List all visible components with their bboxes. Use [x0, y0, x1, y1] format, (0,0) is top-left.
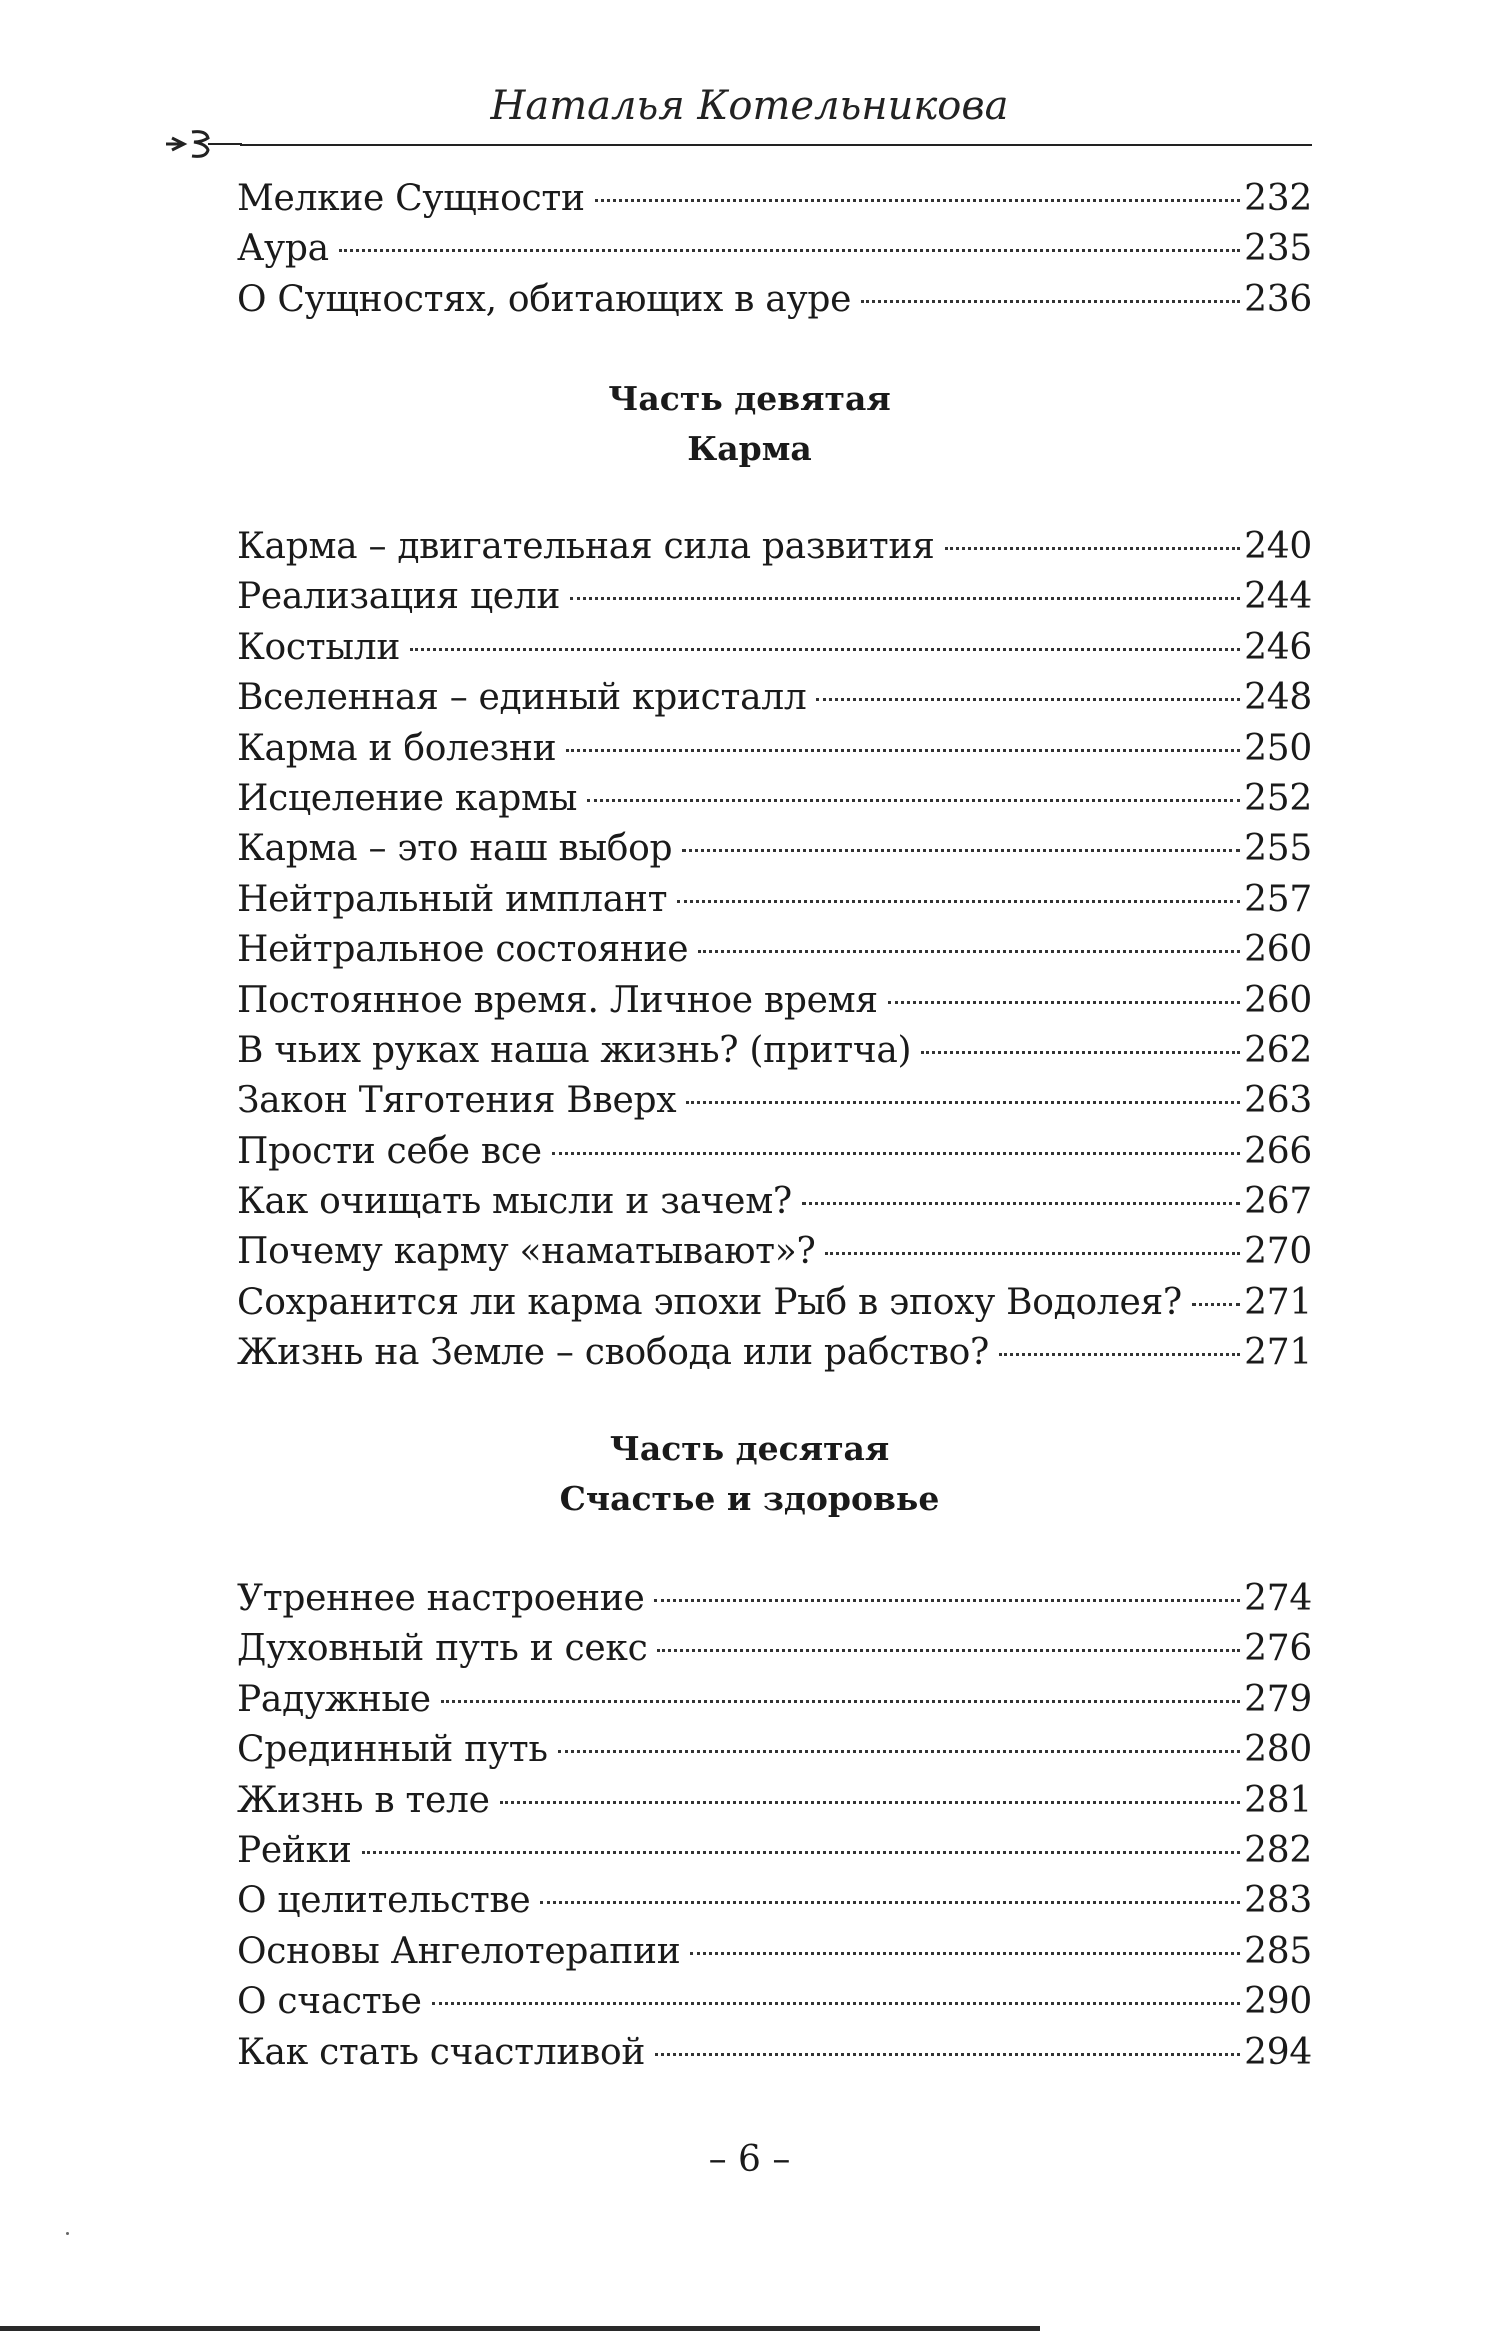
- toc-entry-title: Нейтральный имплант: [237, 878, 668, 920]
- toc-continued-list: [237, 174, 1312, 325]
- toc-leader-dots: [566, 749, 1240, 752]
- part9-title: Карма: [687, 429, 812, 468]
- toc-entry: [237, 174, 1312, 224]
- scan-speck: [66, 2232, 69, 2235]
- toc-leader-dots: [552, 1152, 1240, 1155]
- toc-leader-dots: [657, 1649, 1240, 1652]
- toc-entry-title: Исцеление кармы: [237, 777, 578, 819]
- toc-entry-page: 255: [1244, 828, 1312, 870]
- toc-entry-title: Реализация цели: [237, 576, 561, 618]
- toc-entry: [237, 224, 1312, 274]
- toc-entry-title: Закон Тяготения Вверх: [237, 1080, 677, 1122]
- toc-entry-page: 285: [1244, 1930, 1312, 1972]
- toc-entry-title: Нейтральное состояние: [237, 929, 689, 971]
- toc-entry: [237, 572, 1312, 622]
- toc-entry: [237, 1776, 1312, 1826]
- toc-entry: [237, 522, 1312, 572]
- toc-entry-page: 232: [1244, 178, 1312, 219]
- toc-entry-title: О целительстве: [237, 1880, 531, 1922]
- toc-entry: [237, 1574, 1312, 1624]
- part9-toc-list: [237, 522, 1312, 1379]
- page-number: – 6 –: [708, 2139, 791, 2180]
- toc-entry: [237, 1876, 1312, 1926]
- toc-leader-dots: [802, 1202, 1240, 1205]
- toc-entry: [237, 976, 1312, 1026]
- toc-entry: [237, 1725, 1312, 1775]
- toc-entry-title: О счастье: [237, 1981, 422, 2023]
- toc-entry-title: Рейки: [237, 1829, 352, 1871]
- toc-leader-dots: [362, 1851, 1241, 1854]
- toc-entry-page: 260: [1244, 979, 1312, 1021]
- toc-entry-page: 267: [1244, 1181, 1312, 1223]
- toc-entry-title: Вселенная – единый кристалл: [237, 677, 807, 719]
- toc-entry-page: 290: [1244, 1981, 1312, 2023]
- toc-entry-page: 276: [1244, 1628, 1312, 1670]
- toc-leader-dots: [432, 2002, 1241, 2005]
- toc-entry-title: Карма – это наш выбор: [237, 828, 673, 870]
- toc-entry-page: 274: [1244, 1578, 1312, 1619]
- toc-entry-title: Срединный путь: [237, 1729, 548, 1771]
- toc-leader-dots: [500, 1801, 1241, 1804]
- toc-leader-dots: [945, 547, 1241, 550]
- toc-entry-title: Основы Ангелотерапии: [237, 1930, 681, 1972]
- toc-entry-title: Почему карму «наматывают»?: [237, 1231, 816, 1273]
- toc-entry-title: Сохранится ли карма эпохи Рыб в эпоху Водолея?: [237, 1281, 1182, 1323]
- toc-leader-dots: [825, 1252, 1240, 1255]
- toc-entry-page: 235: [1244, 228, 1312, 270]
- toc-entry-title: Карма – двигательная сила развития: [237, 526, 935, 567]
- toc-entry: [237, 925, 1312, 975]
- part10-toc-list: [237, 1574, 1312, 2078]
- toc-leader-dots: [339, 249, 1240, 252]
- toc-entry-title: Карма и болезни: [237, 727, 557, 769]
- toc-leader-dots: [686, 1101, 1240, 1104]
- toc-leader-dots: [655, 2053, 1240, 2056]
- toc-entry: [237, 275, 1312, 325]
- toc-entry-title: Радужные: [237, 1678, 431, 1720]
- toc-leader-dots: [999, 1353, 1240, 1356]
- toc-entry-title: Постоянное время. Личное время: [237, 979, 878, 1021]
- toc-entry-page: 263: [1244, 1080, 1312, 1122]
- toc-entry-page: 262: [1244, 1029, 1312, 1071]
- running-header-author: Наталья Котельникова: [490, 83, 1009, 129]
- toc-entry-title: Жизнь на Земле – свобода или рабство?: [237, 1332, 990, 1374]
- part9-label: Часть девятая: [608, 379, 891, 418]
- toc-entry: [237, 1675, 1312, 1725]
- toc-leader-dots: [816, 698, 1240, 701]
- toc-entry-page: 257: [1244, 878, 1312, 920]
- toc-entry-title: Как очищать мысли и зачем?: [237, 1181, 792, 1223]
- toc-entry-page: 271: [1244, 1332, 1312, 1374]
- toc-leader-dots: [654, 1599, 1240, 1602]
- toc-leader-dots: [921, 1051, 1240, 1054]
- toc-leader-dots: [682, 849, 1240, 852]
- toc-entry-page: 271: [1244, 1281, 1312, 1323]
- toc-entry: [237, 1278, 1312, 1328]
- toc-leader-dots: [441, 1700, 1240, 1703]
- toc-entry-page: 240: [1244, 526, 1312, 567]
- toc-entry-page: 283: [1244, 1880, 1312, 1922]
- toc-entry-title: Как стать счастливой: [237, 2031, 646, 2073]
- toc-entry-page: 266: [1244, 1130, 1312, 1172]
- toc-entry-page: 246: [1244, 626, 1312, 668]
- toc-entry-title: Мелкие Сущности: [237, 178, 585, 219]
- ornament-icon: [162, 124, 242, 164]
- toc-leader-dots: [698, 950, 1240, 953]
- toc-entry: [237, 1026, 1312, 1076]
- toc-leader-dots: [540, 1901, 1240, 1904]
- part10-title: Счастье и здоровье: [559, 1479, 940, 1518]
- toc-entry: [237, 875, 1312, 925]
- toc-entry: [237, 1076, 1312, 1126]
- toc-leader-dots: [558, 1750, 1241, 1753]
- toc-entry: [237, 1624, 1312, 1674]
- toc-entry: [237, 774, 1312, 824]
- toc-entry-title: Утреннее настроение: [237, 1578, 645, 1619]
- toc-leader-dots: [595, 199, 1240, 202]
- toc-entry: [237, 623, 1312, 673]
- toc-leader-dots: [677, 900, 1240, 903]
- toc-leader-dots: [861, 300, 1240, 303]
- toc-entry: [237, 1127, 1312, 1177]
- toc-entry-title: О Сущностях, обитающих в ауре: [237, 278, 852, 320]
- toc-entry-page: 282: [1244, 1829, 1312, 1871]
- toc-leader-dots: [587, 799, 1240, 802]
- toc-leader-dots: [690, 1952, 1240, 1955]
- toc-entry-title: Прости себе все: [237, 1130, 542, 1172]
- toc-leader-dots: [1192, 1303, 1240, 1306]
- toc-entry: [237, 1227, 1312, 1277]
- toc-entry-title: В чьих руках наша жизнь? (притча): [237, 1029, 912, 1071]
- toc-entry: [237, 1328, 1312, 1378]
- toc-entry: [237, 2028, 1312, 2078]
- toc-entry-title: Жизнь в теле: [237, 1779, 490, 1821]
- toc-entry-page: 250: [1244, 727, 1312, 769]
- toc-entry-page: 244: [1244, 576, 1312, 618]
- toc-entry-page: 294: [1244, 2031, 1312, 2073]
- toc-entry-page: 270: [1244, 1231, 1312, 1273]
- header-rule: [240, 144, 1312, 146]
- toc-entry-page: 260: [1244, 929, 1312, 971]
- toc-entry-page: 236: [1244, 278, 1312, 320]
- part10-label: Часть десятая: [609, 1429, 890, 1468]
- toc-entry: [237, 824, 1312, 874]
- toc-entry-page: 281: [1244, 1779, 1312, 1821]
- toc-entry: [237, 1177, 1312, 1227]
- toc-entry: [237, 724, 1312, 774]
- toc-entry: [237, 1927, 1312, 1977]
- toc-entry-page: 248: [1244, 677, 1312, 719]
- toc-entry: [237, 673, 1312, 723]
- toc-entry-title: Духовный путь и секс: [237, 1628, 648, 1670]
- toc-leader-dots: [410, 648, 1240, 651]
- toc-entry-page: 252: [1244, 777, 1312, 819]
- toc-entry-page: 279: [1244, 1678, 1312, 1720]
- scan-edge-line: [0, 2326, 1040, 2331]
- toc-leader-dots: [570, 597, 1240, 600]
- toc-entry-page: 280: [1244, 1729, 1312, 1771]
- toc-entry-title: Костыли: [237, 626, 401, 668]
- toc-entry: [237, 1826, 1312, 1876]
- toc-entry: [237, 1977, 1312, 2027]
- toc-entry-title: Аура: [237, 228, 329, 270]
- toc-leader-dots: [888, 1001, 1240, 1004]
